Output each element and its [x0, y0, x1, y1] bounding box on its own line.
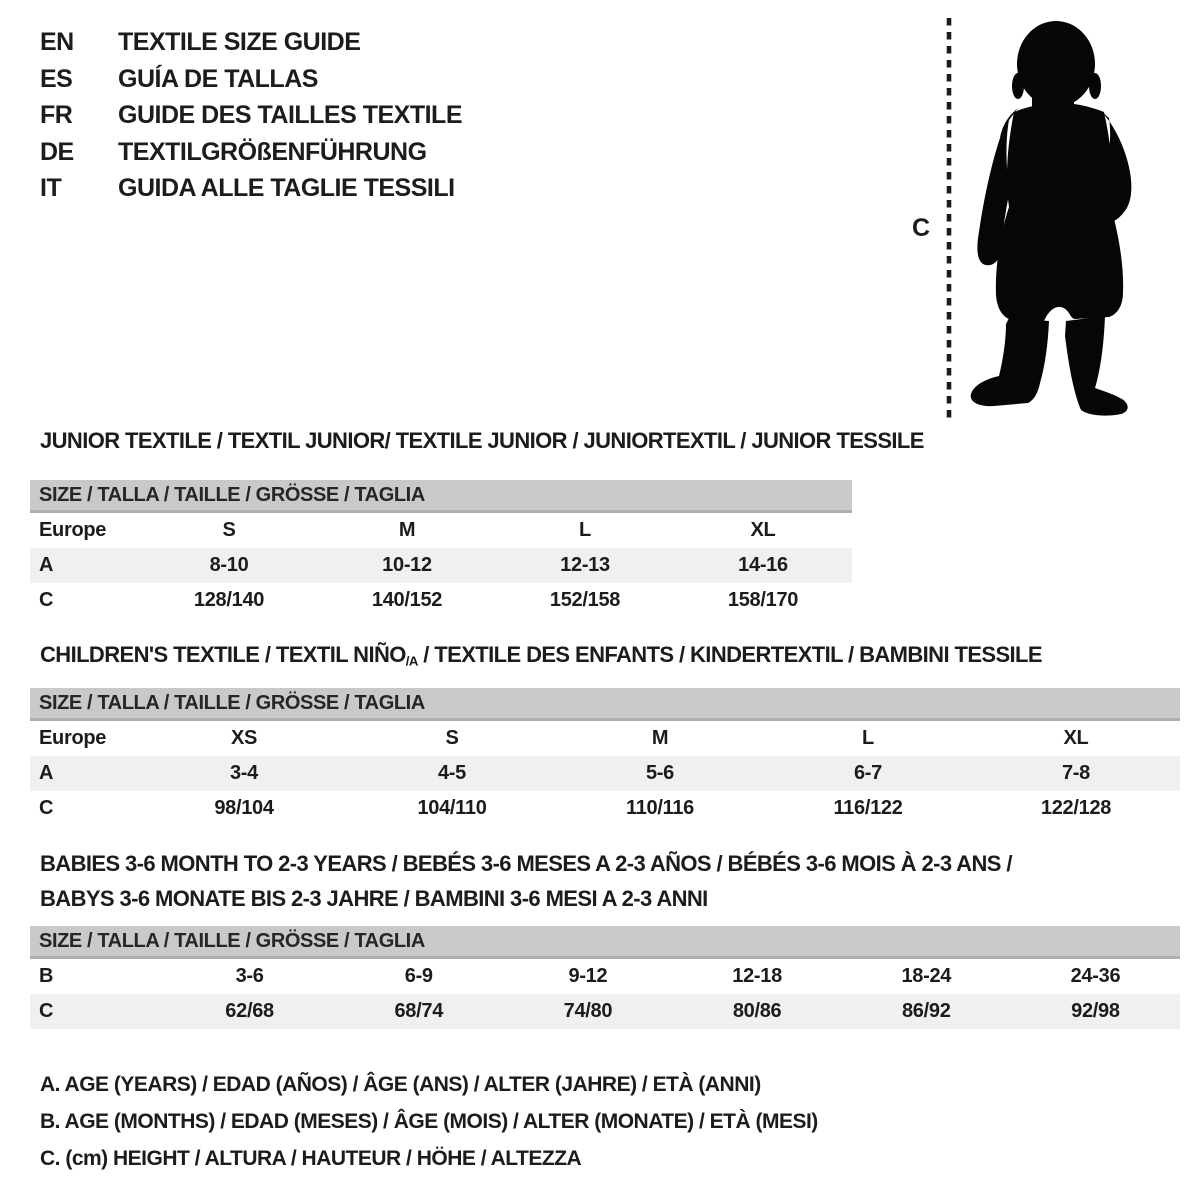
legend-line-a: A. AGE (YEARS) / EDAD (AÑOS) / ÂGE (ANS) / ALTER (JAHRE) / ETÀ (ANNI) — [40, 1073, 761, 1096]
legend-line-b: B. AGE (MONTHS) / EDAD (MESES) / ÂGE (MOIS) / ALTER (MONATE) / ETÀ (MESI) — [40, 1110, 818, 1133]
value-cell: 10-12 — [382, 554, 432, 576]
row-label-a: A — [39, 554, 54, 576]
section-title-children — [40, 642, 1042, 668]
legend-line-c: C. (cm) HEIGHT / ALTURA / HAUTEUR / HÖHE / ALTEZZA — [40, 1147, 582, 1170]
value-cell: 152/158 — [549, 589, 621, 611]
size-cell: XS — [230, 727, 258, 749]
size-cell: M — [651, 727, 669, 749]
value-cell: 86/92 — [901, 1000, 951, 1022]
table-row-height — [30, 994, 1180, 1029]
section-title-babies — [40, 846, 1012, 916]
value-cell: 98/104 — [214, 797, 274, 819]
value-cell: 18-24 — [901, 965, 952, 987]
value-cell: 24-36 — [1070, 965, 1121, 987]
language-label: GUIDA ALLE TAGLIE TESSILI — [118, 174, 455, 202]
value-cell: 14-16 — [738, 554, 788, 576]
size-cell: L — [579, 519, 591, 541]
section-title-babies-line2: BABYS 3-6 MONATE BIS 2-3 JAHRE / BAMBINI 3-6 MESI A 2-3 ANNI — [40, 886, 708, 911]
table-row-age — [30, 548, 852, 583]
row-label-c: C — [39, 797, 54, 819]
value-cell: 3-4 — [229, 762, 258, 784]
size-cell: XL — [750, 519, 776, 541]
table-babies — [30, 926, 1180, 1029]
table-junior — [30, 480, 852, 618]
size-cell: M — [398, 519, 416, 541]
section-title-babies-line1: BABIES 3-6 MONTH TO 2-3 YEARS / BEBÉS 3-6 MESES A 2-3 AÑOS / BÉBÉS 3-6 MOIS À 2-3 ANS / — [40, 851, 1012, 876]
row-label-c: C — [39, 1000, 54, 1022]
row-label-c: C — [39, 589, 54, 611]
section-title-children-post: / TEXTILE DES ENFANTS / KINDERTEXTIL / BAMBINI TESSILE — [417, 642, 1042, 667]
language-code: IT — [40, 174, 62, 202]
row-label-europe: Europe — [39, 519, 107, 541]
measure-label-c: C — [912, 214, 931, 242]
size-cell: L — [862, 727, 874, 749]
language-code: DE — [40, 137, 74, 166]
value-cell: 4-5 — [437, 762, 466, 784]
value-cell: 68/74 — [394, 1000, 444, 1022]
value-cell: 128/140 — [193, 589, 265, 611]
value-cell: 92/98 — [1071, 1000, 1120, 1022]
height-measure-dashed-line — [946, 16, 952, 420]
height-measure-figure — [900, 8, 1200, 426]
table-children — [30, 688, 1180, 826]
value-cell: 12-18 — [732, 965, 782, 987]
language-label: TEXTILGRÖßENFÜHRUNG — [118, 137, 427, 166]
language-row — [40, 24, 462, 61]
table-row-sizes — [30, 721, 1180, 756]
value-cell: 12-13 — [560, 554, 610, 576]
section-title-children-sub: /A — [405, 653, 418, 669]
size-cell: S — [445, 727, 459, 749]
language-title-list — [40, 24, 462, 207]
value-cell: 9-12 — [568, 965, 608, 987]
value-cell: 140/152 — [371, 589, 443, 611]
row-label-b: B — [39, 965, 54, 987]
row-label-europe: Europe — [39, 727, 107, 749]
value-cell: 3-6 — [235, 965, 264, 987]
language-row — [40, 134, 462, 171]
value-cell: 74/80 — [563, 1000, 613, 1022]
value-cell: 110/116 — [626, 797, 694, 819]
language-row — [40, 61, 462, 98]
language-code: EN — [40, 28, 74, 56]
table-row-sizes — [30, 513, 852, 548]
language-row — [40, 97, 462, 134]
table-row-months — [30, 959, 1180, 994]
value-cell: 158/170 — [727, 589, 799, 611]
measurement-legend — [40, 1066, 818, 1177]
size-header-bar: SIZE / TALLA / TAILLE / GRÖSSE / TAGLIA — [30, 688, 1180, 721]
table-row-height — [30, 583, 852, 618]
language-label: TEXTILE SIZE GUIDE — [118, 28, 361, 56]
toddler-silhouette-icon — [962, 12, 1138, 418]
value-cell: 6-7 — [853, 762, 882, 784]
size-header-bar: SIZE / TALLA / TAILLE / GRÖSSE / TAGLIA — [30, 480, 852, 513]
language-code: FR — [40, 101, 73, 129]
size-cell: S — [222, 519, 236, 541]
table-row-height — [30, 791, 1180, 826]
value-cell: 122/128 — [1040, 797, 1112, 819]
row-label-a: A — [39, 762, 54, 784]
value-cell: 6-9 — [404, 965, 433, 987]
language-label: GUIDE DES TAILLES TEXTILE — [118, 101, 463, 129]
value-cell: 80/86 — [732, 1000, 782, 1022]
table-row-age — [30, 756, 1180, 791]
value-cell: 62/68 — [225, 1000, 274, 1022]
value-cell: 8-10 — [209, 554, 249, 576]
value-cell: 104/110 — [417, 797, 487, 819]
language-label: GUÍA DE TALLAS — [118, 64, 318, 93]
language-code: ES — [40, 64, 73, 93]
size-cell: XL — [1063, 727, 1089, 749]
section-title-children-pre: CHILDREN'S TEXTILE / TEXTIL NIÑO — [40, 642, 406, 667]
value-cell: 116/122 — [833, 797, 903, 819]
section-title-junior: JUNIOR TEXTILE / TEXTIL JUNIOR/ TEXTILE JUNIOR / JUNIORTEXTIL / JUNIOR TESSILE — [40, 428, 924, 453]
value-cell: 7-8 — [1061, 762, 1090, 784]
size-header-bar: SIZE / TALLA / TAILLE / GRÖSSE / TAGLIA — [30, 926, 1180, 959]
value-cell: 5-6 — [645, 762, 674, 784]
language-row — [40, 170, 462, 207]
